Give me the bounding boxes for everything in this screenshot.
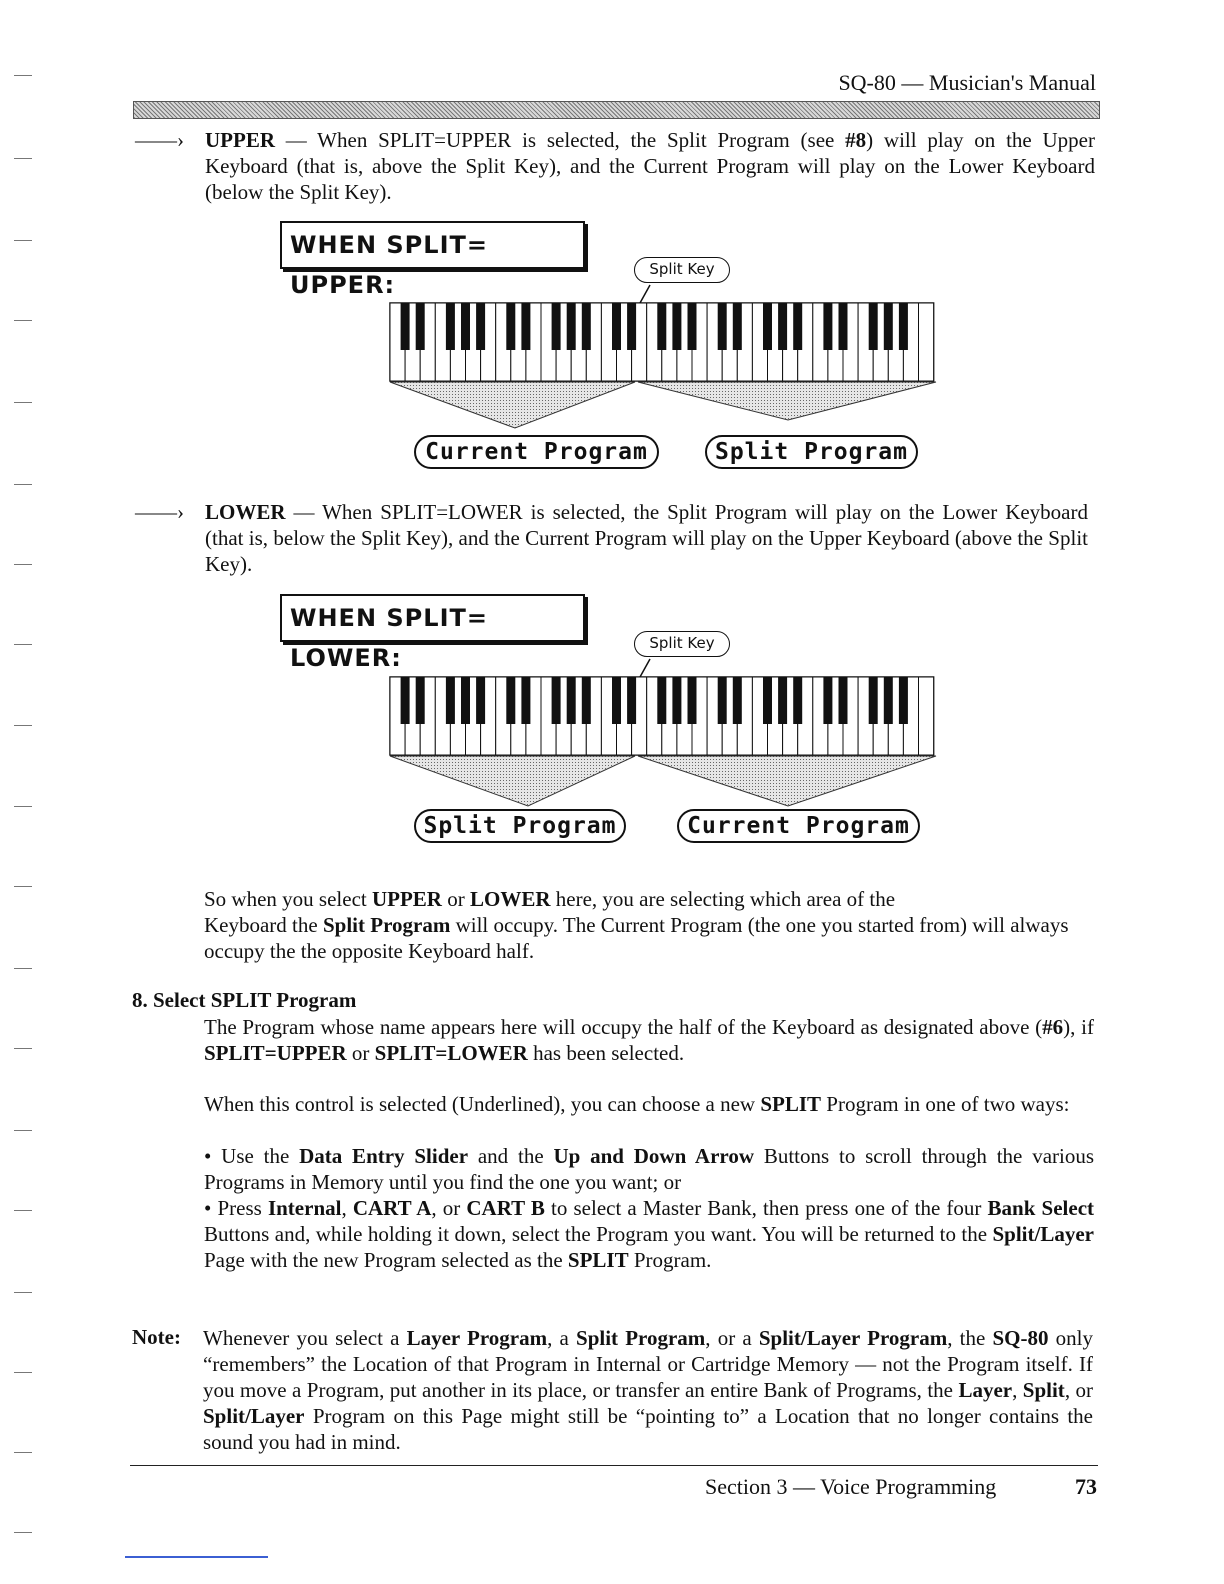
black-key <box>446 303 455 350</box>
page-number: 73 <box>1075 1474 1097 1499</box>
black-key <box>778 303 787 350</box>
footer-rule <box>130 1465 1098 1466</box>
split-program-label-lower: Split Program <box>414 809 626 843</box>
black-key <box>506 677 515 724</box>
black-key <box>688 677 697 724</box>
current-program-label-lower: Current Program <box>677 809 920 843</box>
lower-paragraph: LOWER — When SPLIT=LOWER is selected, the Split Program will play on the Lower Keyboard (that is, below the Split Key), and the Current Program will play on the Upper Keyboard (above the Split Key). <box>205 500 1088 576</box>
black-key <box>688 303 697 350</box>
black-key <box>672 677 681 724</box>
split-program-label-upper: Split Program <box>705 435 918 469</box>
bottom-underline <box>125 1556 268 1558</box>
summary-paragraph: So when you select UPPER or LOWER here, you are selecting which area of the Keyboard the Split Program will occupy. The Current Program (the one you started from) will always occupy the the opposite Keyboard half. <box>204 887 1069 963</box>
black-key <box>657 303 666 350</box>
black-key <box>718 303 727 350</box>
black-key <box>552 677 561 724</box>
white-key <box>919 677 934 755</box>
black-key <box>582 677 591 724</box>
section8-paragraph-2: When this control is selected (Underlined), you can choose a new SPLIT Program in one of two ways: <box>204 1092 1070 1116</box>
black-key <box>461 303 470 350</box>
black-key <box>718 677 727 724</box>
keyboard-diagram-upper <box>380 283 950 433</box>
black-key <box>763 677 772 724</box>
split-program-range <box>638 382 936 420</box>
lcd-display-lower: WHEN SPLIT= LOWER: <box>280 594 585 642</box>
note-paragraph: Whenever you select a Layer Program, a Split Program, or a Split/Layer Program, the SQ-80 only “remembers” the Location of that Program in Internal or Cartridge Memory — not the Program itself. If you move a Program, put another in its place, or transfer an entire Bank of Programs, the Layer, Split, or Split/Layer Program on this Page might still be “pointing to” a Location that no longer contains the sound you had in mind. <box>203 1326 1094 1454</box>
black-key <box>567 303 576 350</box>
current-program-label-upper: Current Program <box>414 435 659 469</box>
black-key <box>582 303 591 350</box>
black-key <box>416 677 425 724</box>
black-key <box>627 303 636 350</box>
black-key <box>567 677 576 724</box>
black-key <box>627 677 636 724</box>
white-key <box>919 303 934 381</box>
black-key <box>823 677 832 724</box>
term-upper: UPPER <box>205 128 275 152</box>
running-head: SQ-80 — Musician's Manual <box>838 70 1096 95</box>
black-key <box>506 303 515 350</box>
black-key <box>899 303 908 350</box>
bullet-item: • Use the Data Entry Slider and the Up and Down Arrow Buttons to scroll through the various Programs in Memory until you find the one you want; or <box>204 1144 1095 1194</box>
black-key <box>476 677 485 724</box>
arrow-bullet: ——› <box>135 500 184 524</box>
keyboard-diagram-lower <box>380 657 950 807</box>
black-key <box>552 303 561 350</box>
black-key <box>839 677 848 724</box>
black-key <box>733 303 742 350</box>
current-program-range <box>390 382 635 428</box>
black-key <box>869 677 878 724</box>
term-lower: LOWER <box>205 500 286 524</box>
black-key <box>612 677 621 724</box>
black-key <box>793 677 802 724</box>
split-key-label-upper: Split Key <box>634 257 730 283</box>
black-key <box>899 677 908 724</box>
black-key <box>823 303 832 350</box>
black-key <box>869 303 878 350</box>
arrow-bullet: ——› <box>135 128 184 152</box>
header-rule <box>133 101 1100 119</box>
current-program-range <box>638 756 936 806</box>
bullet-item: • Press Internal, CART A, or CART B to select a Master Bank, then press one of the four Bank Select Buttons and, while holding it down, select the Program you want. You will be returned to the Split/Layer Page with the new Program selected as the SPLIT Program. <box>204 1196 1095 1272</box>
black-key <box>401 303 410 350</box>
black-key <box>476 303 485 350</box>
section-heading: 8. Select SPLIT Program <box>132 988 357 1012</box>
black-key <box>416 303 425 350</box>
black-key <box>612 303 621 350</box>
note-label: Note: <box>132 1325 181 1349</box>
black-key <box>884 677 893 724</box>
black-key <box>401 677 410 724</box>
black-key <box>672 303 681 350</box>
split-program-range <box>390 756 635 806</box>
section8-paragraph-1: The Program whose name appears here will occupy the half of the Keyboard as designated above (#6), if SPLIT=UPPER or SPLIT=LOWER has been selected. <box>204 1015 1094 1065</box>
black-key <box>446 677 455 724</box>
black-key <box>793 303 802 350</box>
upper-paragraph: UPPER — When SPLIT=UPPER is selected, the Split Program (see #8) will play on the Upper Keyboard (that is, above the Split Key), and the Current Program will play on the Lower Keyboard (below the Split Key). <box>205 128 1095 204</box>
black-key <box>884 303 893 350</box>
black-key <box>763 303 772 350</box>
black-key <box>521 303 530 350</box>
black-key <box>839 303 848 350</box>
black-key <box>657 677 666 724</box>
black-key <box>778 677 787 724</box>
black-key <box>733 677 742 724</box>
split-key-label-lower: Split Key <box>634 631 730 657</box>
black-key <box>521 677 530 724</box>
lcd-display-upper: WHEN SPLIT= UPPER: <box>280 221 585 269</box>
black-key <box>461 677 470 724</box>
footer-section-title: Section 3 — Voice Programming <box>705 1474 997 1499</box>
